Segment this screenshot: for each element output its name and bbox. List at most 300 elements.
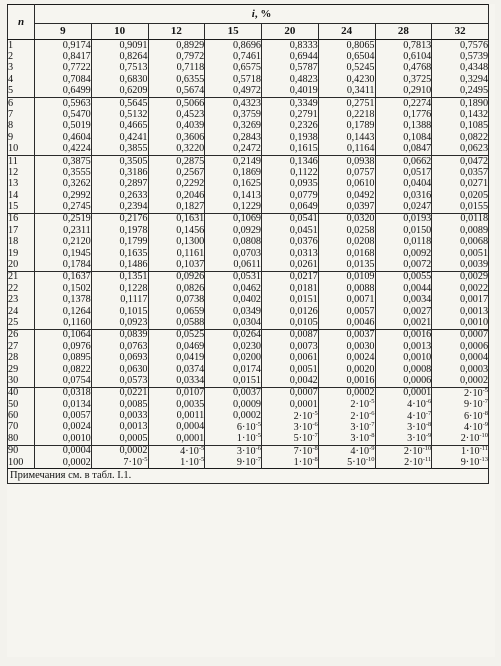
factor-cell: 0,7972 — [148, 51, 205, 62]
table-row — [8, 121, 489, 132]
factor-cell: 0,0472 — [432, 155, 489, 167]
factor-cell: 0,0320 — [318, 213, 375, 225]
factor-cell: 0,2567 — [148, 167, 205, 178]
factor-cell: $3\cdot 10^{-8}$ — [318, 433, 375, 445]
factor-cell: 0,7118 — [148, 63, 205, 74]
period-cell: 12 — [8, 167, 35, 178]
factor-cell: 0,0703 — [205, 248, 262, 259]
rate-header: 10 — [91, 24, 148, 40]
period-cell: 19 — [8, 248, 35, 259]
factor-cell: 0,0976 — [35, 341, 92, 352]
period-cell: 29 — [8, 364, 35, 375]
period-cell: 80 — [8, 433, 35, 445]
factor-cell: 0,2472 — [205, 144, 262, 156]
factor-cell: 0,0929 — [205, 225, 262, 236]
factor-cell: 0,0001 — [148, 433, 205, 445]
factor-cell: 0,0402 — [205, 295, 262, 306]
factor-cell: 0,0221 — [91, 387, 148, 399]
period-cell: 4 — [8, 74, 35, 85]
factor-cell: $1\cdot 10^{-8}$ — [262, 457, 319, 469]
period-cell: 3 — [8, 63, 35, 74]
factor-cell: 0,0822 — [35, 364, 92, 375]
factor-cell: $2\cdot 10^{-10}$ — [432, 433, 489, 445]
factor-cell: 0,0168 — [318, 248, 375, 259]
period-cell: 22 — [8, 283, 35, 294]
rate-header: 32 — [432, 24, 489, 40]
factor-cell: 0,0088 — [318, 283, 375, 294]
factor-cell: 0,0763 — [91, 341, 148, 352]
table-row — [8, 457, 489, 469]
factor-cell: 0,3759 — [205, 109, 262, 120]
factor-cell: 0,5245 — [318, 63, 375, 74]
factor-cell: 0,0024 — [318, 353, 375, 364]
factor-cell: 0,8417 — [35, 51, 92, 62]
period-cell: 16 — [8, 213, 35, 225]
table-row — [8, 40, 489, 52]
factor-cell: 0,0006 — [375, 375, 432, 387]
factor-cell: 0,1432 — [432, 109, 489, 120]
factor-cell: 0,0200 — [205, 353, 262, 364]
factor-cell: 0,0134 — [35, 399, 92, 410]
factor-cell: 0,1015 — [91, 306, 148, 317]
table-row — [8, 283, 489, 294]
factor-cell: 0,2519 — [35, 213, 92, 225]
factor-cell: 0,1164 — [318, 144, 375, 156]
factor-cell: 0,5019 — [35, 121, 92, 132]
table-row — [8, 179, 489, 190]
factor-cell: 0,6499 — [35, 86, 92, 98]
factor-cell: 0,0376 — [262, 237, 319, 248]
factor-cell: 0,0003 — [432, 364, 489, 375]
factor-cell: 0,0013 — [432, 306, 489, 317]
factor-cell: 0,0126 — [262, 306, 319, 317]
factor-cell: 0,6944 — [262, 51, 319, 62]
factor-cell: 0,7576 — [432, 40, 489, 52]
factor-cell: 0,1084 — [375, 132, 432, 143]
factor-cell: 0,1085 — [432, 121, 489, 132]
table-row — [8, 387, 489, 399]
factor-cell: 0,4348 — [432, 63, 489, 74]
factor-cell: 0,1776 — [375, 109, 432, 120]
factor-cell: 0,5718 — [205, 74, 262, 85]
factor-cell: 0,2326 — [262, 121, 319, 132]
table-row — [8, 399, 489, 410]
period-cell: 13 — [8, 179, 35, 190]
factor-cell: 0,0011 — [148, 411, 205, 422]
table-row — [8, 341, 489, 352]
factor-cell: 0,0006 — [432, 341, 489, 352]
factor-cell: $6\cdot 10^{-5}$ — [205, 422, 262, 433]
factor-cell: $7\cdot 10^{-8}$ — [262, 445, 319, 457]
period-cell: 20 — [8, 259, 35, 271]
factor-cell: 0,3725 — [375, 74, 432, 85]
factor-cell: 0,0009 — [205, 399, 262, 410]
factor-cell: 0,0010 — [375, 353, 432, 364]
period-cell: 30 — [8, 375, 35, 387]
factor-cell: 0,1827 — [148, 201, 205, 213]
factor-cell: 0,0055 — [375, 271, 432, 283]
factor-cell: 0,0630 — [91, 364, 148, 375]
factor-cell: $2\cdot 10^{-5}$ — [432, 387, 489, 399]
factor-cell: 0,0061 — [262, 353, 319, 364]
period-cell: 27 — [8, 341, 35, 352]
table-row — [8, 422, 489, 433]
table-row — [8, 259, 489, 271]
factor-cell: $3\cdot 10^{-6}$ — [262, 422, 319, 433]
table-row — [8, 109, 489, 120]
factor-cell: 0,0021 — [375, 317, 432, 329]
factor-cell: 0,5132 — [91, 109, 148, 120]
factor-cell: 0,0002 — [35, 457, 92, 469]
factor-cell: 0,2495 — [432, 86, 489, 98]
discount-factor-table — [7, 4, 489, 484]
factor-cell: 0,5739 — [432, 51, 489, 62]
period-cell: 5 — [8, 86, 35, 98]
factor-cell: 0,2843 — [205, 132, 262, 143]
n-column-header: n — [8, 5, 35, 40]
factor-cell: 0,9174 — [35, 40, 92, 52]
factor-cell: 0,1635 — [91, 248, 148, 259]
factor-cell: 0,0071 — [318, 295, 375, 306]
factor-cell: 0,4224 — [35, 144, 92, 156]
factor-cell: 0,0046 — [318, 317, 375, 329]
factor-cell: 0,0002 — [91, 445, 148, 457]
factor-cell: 0,4523 — [148, 109, 205, 120]
factor-cell: 0,0007 — [432, 329, 489, 341]
factor-cell: $3\cdot 10^{-9}$ — [375, 433, 432, 445]
factor-cell: 0,0462 — [205, 283, 262, 294]
factor-cell: 0,0030 — [318, 341, 375, 352]
factor-cell: 0,1637 — [35, 271, 92, 283]
factor-cell: 0,2292 — [148, 179, 205, 190]
factor-cell: 0,0027 — [375, 306, 432, 317]
factor-cell: 0,3555 — [35, 167, 92, 178]
table-row — [8, 353, 489, 364]
factor-cell: 0,4039 — [148, 121, 205, 132]
factor-cell: 0,0926 — [148, 271, 205, 283]
factor-cell: 0,1378 — [35, 295, 92, 306]
table-row — [8, 248, 489, 259]
factor-cell: 0,0016 — [318, 375, 375, 387]
header-row-rates — [8, 24, 489, 40]
factor-cell: 0,0013 — [375, 341, 432, 352]
period-cell: 14 — [8, 190, 35, 201]
factor-cell: 0,1625 — [205, 179, 262, 190]
factor-cell: 0,1413 — [205, 190, 262, 201]
factor-cell: 0,6355 — [148, 74, 205, 85]
factor-cell: 0,2875 — [148, 155, 205, 167]
table-row — [8, 411, 489, 422]
factor-cell: 0,0738 — [148, 295, 205, 306]
factor-cell: 0,3505 — [91, 155, 148, 167]
factor-cell: $7\cdot 10^{-5}$ — [91, 457, 148, 469]
factor-cell: $3\cdot 10^{-6}$ — [205, 445, 262, 457]
factor-cell: $4\cdot 10^{-6}$ — [375, 399, 432, 410]
factor-cell: 0,0334 — [148, 375, 205, 387]
rate-unit: , % — [254, 7, 272, 20]
factor-cell: 0,0057 — [318, 306, 375, 317]
factor-cell: 0,0839 — [91, 329, 148, 341]
factor-cell: 0,0208 — [318, 237, 375, 248]
factor-cell: 0,0151 — [262, 295, 319, 306]
factor-cell: 0,1486 — [91, 259, 148, 271]
factor-cell: 0,1346 — [262, 155, 319, 167]
factor-cell: 0,0051 — [432, 248, 489, 259]
rate-header: 28 — [375, 24, 432, 40]
factor-cell: 0,2120 — [35, 237, 92, 248]
factor-cell: 0,7461 — [205, 51, 262, 62]
factor-cell: 0,0261 — [262, 259, 319, 271]
factor-cell: 0,0517 — [375, 167, 432, 178]
table-row — [8, 201, 489, 213]
factor-cell: 0,0089 — [432, 225, 489, 236]
factor-cell: 0,0105 — [262, 317, 319, 329]
factor-cell: 0,0039 — [432, 259, 489, 271]
factor-cell: 0,0057 — [35, 411, 92, 422]
factor-cell: 0,2149 — [205, 155, 262, 167]
factor-cell: 0,0024 — [35, 422, 92, 433]
factor-cell: 0,0649 — [262, 201, 319, 213]
period-cell: 26 — [8, 329, 35, 341]
period-cell: 50 — [8, 399, 35, 410]
table-row — [8, 51, 489, 62]
factor-cell: 0,0271 — [432, 179, 489, 190]
factor-cell: 0,2046 — [148, 190, 205, 201]
factor-cell: 0,0313 — [262, 248, 319, 259]
factor-cell: 0,0847 — [375, 144, 432, 156]
factor-cell: 0,1228 — [91, 283, 148, 294]
factor-cell: 0,0397 — [318, 201, 375, 213]
factor-cell: 0,0230 — [205, 341, 262, 352]
factor-cell: 0,1615 — [262, 144, 319, 156]
factor-cell: 0,0611 — [205, 259, 262, 271]
rate-header: 15 — [205, 24, 262, 40]
factor-cell: 0,4665 — [91, 121, 148, 132]
factor-cell: 0,0923 — [91, 317, 148, 329]
factor-cell: 0,4604 — [35, 132, 92, 143]
factor-cell: 0,8264 — [91, 51, 148, 62]
factor-cell: $5\cdot 10^{-10}$ — [318, 457, 375, 469]
factor-cell: 0,3186 — [91, 167, 148, 178]
table-row — [8, 63, 489, 74]
factor-cell: 0,0754 — [35, 375, 92, 387]
factor-cell: 0,5787 — [262, 63, 319, 74]
factor-cell: 0,0808 — [205, 237, 262, 248]
rate-header: 24 — [318, 24, 375, 40]
factor-cell: 0,4019 — [262, 86, 319, 98]
factor-cell: 0,1037 — [148, 259, 205, 271]
factor-cell: 0,0155 — [432, 201, 489, 213]
period-cell: 23 — [8, 295, 35, 306]
factor-cell: 0,1869 — [205, 167, 262, 178]
factor-cell: $3\cdot 10^{-7}$ — [318, 422, 375, 433]
factor-cell: 0,7722 — [35, 63, 92, 74]
factor-cell: 0,0662 — [375, 155, 432, 167]
period-cell: 8 — [8, 121, 35, 132]
rate-header: 9 — [35, 24, 92, 40]
factor-cell: 0,0693 — [91, 353, 148, 364]
factor-cell: 0,0357 — [432, 167, 489, 178]
period-cell: 10 — [8, 144, 35, 156]
factor-cell: 0,0001 — [375, 387, 432, 399]
factor-cell: 0,1631 — [148, 213, 205, 225]
factor-cell: 0,0938 — [318, 155, 375, 167]
factor-cell: 0,0404 — [375, 179, 432, 190]
factor-cell: $4\cdot 10^{-9}$ — [318, 445, 375, 457]
factor-cell: 0,0217 — [262, 271, 319, 283]
factor-cell: 0,0020 — [318, 364, 375, 375]
table-note: Примечания см. в табл. I.1. — [8, 469, 489, 484]
factor-cell: 0,0092 — [375, 248, 432, 259]
table-body — [8, 40, 489, 469]
factor-cell: 0,0016 — [375, 329, 432, 341]
factor-cell: 0,2910 — [375, 86, 432, 98]
period-cell: 9 — [8, 132, 35, 143]
factor-cell: $2\cdot 10^{-11}$ — [375, 457, 432, 469]
factor-cell: 0,7513 — [91, 63, 148, 74]
table-row — [8, 144, 489, 156]
period-cell: 100 — [8, 457, 35, 469]
factor-cell: 0,0068 — [432, 237, 489, 248]
factor-cell: 0,1160 — [35, 317, 92, 329]
factor-cell: 0,0085 — [91, 399, 148, 410]
factor-cell: 0,0419 — [148, 353, 205, 364]
factor-cell: 0,0051 — [262, 364, 319, 375]
factor-cell: 0,1351 — [91, 271, 148, 283]
factor-cell: 0,0042 — [262, 375, 319, 387]
factor-cell: 0,0002 — [318, 387, 375, 399]
factor-cell: 0,0181 — [262, 283, 319, 294]
factor-cell: 0,0541 — [262, 213, 319, 225]
factor-cell: 0,7084 — [35, 74, 92, 85]
factor-cell: $9\cdot 10^{-13}$ — [432, 457, 489, 469]
factor-cell: $9\cdot 10^{-7}$ — [205, 457, 262, 469]
factor-cell: 0,0318 — [35, 387, 92, 399]
table-row — [8, 86, 489, 98]
factor-cell: 0,0531 — [205, 271, 262, 283]
factor-cell: 0,1117 — [91, 295, 148, 306]
factor-cell: 0,0623 — [432, 144, 489, 156]
factor-cell: 0,0005 — [91, 433, 148, 445]
factor-cell: 0,0037 — [318, 329, 375, 341]
factor-cell: 0,0010 — [35, 433, 92, 445]
factor-cell: 0,1122 — [262, 167, 319, 178]
factor-cell: 0,2745 — [35, 201, 92, 213]
factor-cell: $4\cdot 10^{-5}$ — [148, 445, 205, 457]
factor-cell: 0,2992 — [35, 190, 92, 201]
factor-cell: 0,0895 — [35, 353, 92, 364]
page — [7, 4, 495, 657]
factor-cell: 0,4230 — [318, 74, 375, 85]
factor-cell: 0,4323 — [205, 97, 262, 109]
table-row — [8, 271, 489, 283]
factor-cell: 0,1069 — [205, 213, 262, 225]
factor-cell: 0,4768 — [375, 63, 432, 74]
factor-cell: 0,7813 — [375, 40, 432, 52]
factor-cell: 0,1388 — [375, 121, 432, 132]
factor-cell: 0,1300 — [148, 237, 205, 248]
factor-cell: 0,0822 — [432, 132, 489, 143]
table-row — [8, 433, 489, 445]
factor-cell: 0,0002 — [432, 375, 489, 387]
table-row — [8, 155, 489, 167]
factor-cell: 0,0118 — [432, 213, 489, 225]
period-cell: 25 — [8, 317, 35, 329]
factor-cell: 0,3294 — [432, 74, 489, 85]
factor-cell: 0,5470 — [35, 109, 92, 120]
factor-cell: 0,0007 — [262, 387, 319, 399]
factor-cell: 0,0073 — [262, 341, 319, 352]
factor-cell: 0,0193 — [375, 213, 432, 225]
factor-cell: 0,6504 — [318, 51, 375, 62]
factor-cell: 0,0022 — [432, 283, 489, 294]
factor-cell: 0,0013 — [91, 422, 148, 433]
period-cell: 70 — [8, 422, 35, 433]
factor-cell: 0,3875 — [35, 155, 92, 167]
factor-cell: 0,0010 — [432, 317, 489, 329]
factor-cell: 0,1161 — [148, 248, 205, 259]
factor-cell: $4\cdot 10^{-9}$ — [432, 422, 489, 433]
factor-cell: 0,1456 — [148, 225, 205, 236]
period-cell: 24 — [8, 306, 35, 317]
factor-cell: 0,0264 — [205, 329, 262, 341]
factor-cell: 0,2791 — [262, 109, 319, 120]
factor-cell: 0,0118 — [375, 237, 432, 248]
factor-cell: 0,8696 — [205, 40, 262, 52]
factor-cell: 0,1938 — [262, 132, 319, 143]
factor-cell: 0,4241 — [91, 132, 148, 143]
factor-cell: $1\cdot 10^{-5}$ — [148, 457, 205, 469]
period-cell: 15 — [8, 201, 35, 213]
factor-cell: 0,0174 — [205, 364, 262, 375]
factor-cell: 0,2274 — [375, 97, 432, 109]
period-cell: 2 — [8, 51, 35, 62]
factor-cell: 0,0001 — [262, 399, 319, 410]
factor-cell: 0,5674 — [148, 86, 205, 98]
factor-cell: 0,1064 — [35, 329, 92, 341]
factor-cell: 0,0004 — [35, 445, 92, 457]
factor-cell: 0,4972 — [205, 86, 262, 98]
table-row — [8, 167, 489, 178]
table-row — [8, 74, 489, 85]
table-row — [8, 306, 489, 317]
factor-cell: 0,6104 — [375, 51, 432, 62]
rate-header: 12 — [148, 24, 205, 40]
factor-cell: 0,0033 — [91, 411, 148, 422]
factor-cell: 0,3349 — [262, 97, 319, 109]
factor-cell: 0,0757 — [318, 167, 375, 178]
factor-cell: 0,0109 — [318, 271, 375, 283]
table-row — [8, 213, 489, 225]
factor-cell: 0,3411 — [318, 86, 375, 98]
table-row — [8, 190, 489, 201]
table-row — [8, 237, 489, 248]
factor-cell: 0,0107 — [148, 387, 205, 399]
period-cell: 18 — [8, 237, 35, 248]
factor-cell: 0,0135 — [318, 259, 375, 271]
factor-cell: 0,0037 — [205, 387, 262, 399]
factor-cell: 0,0525 — [148, 329, 205, 341]
period-cell: 1 — [8, 40, 35, 52]
factor-cell: 0,2311 — [35, 225, 92, 236]
factor-cell: 0,0044 — [375, 283, 432, 294]
table-row — [8, 375, 489, 387]
period-cell: 7 — [8, 109, 35, 120]
factor-cell: 0,0492 — [318, 190, 375, 201]
period-cell: 21 — [8, 271, 35, 283]
factor-cell: 0,0588 — [148, 317, 205, 329]
factor-cell: 0,0610 — [318, 179, 375, 190]
